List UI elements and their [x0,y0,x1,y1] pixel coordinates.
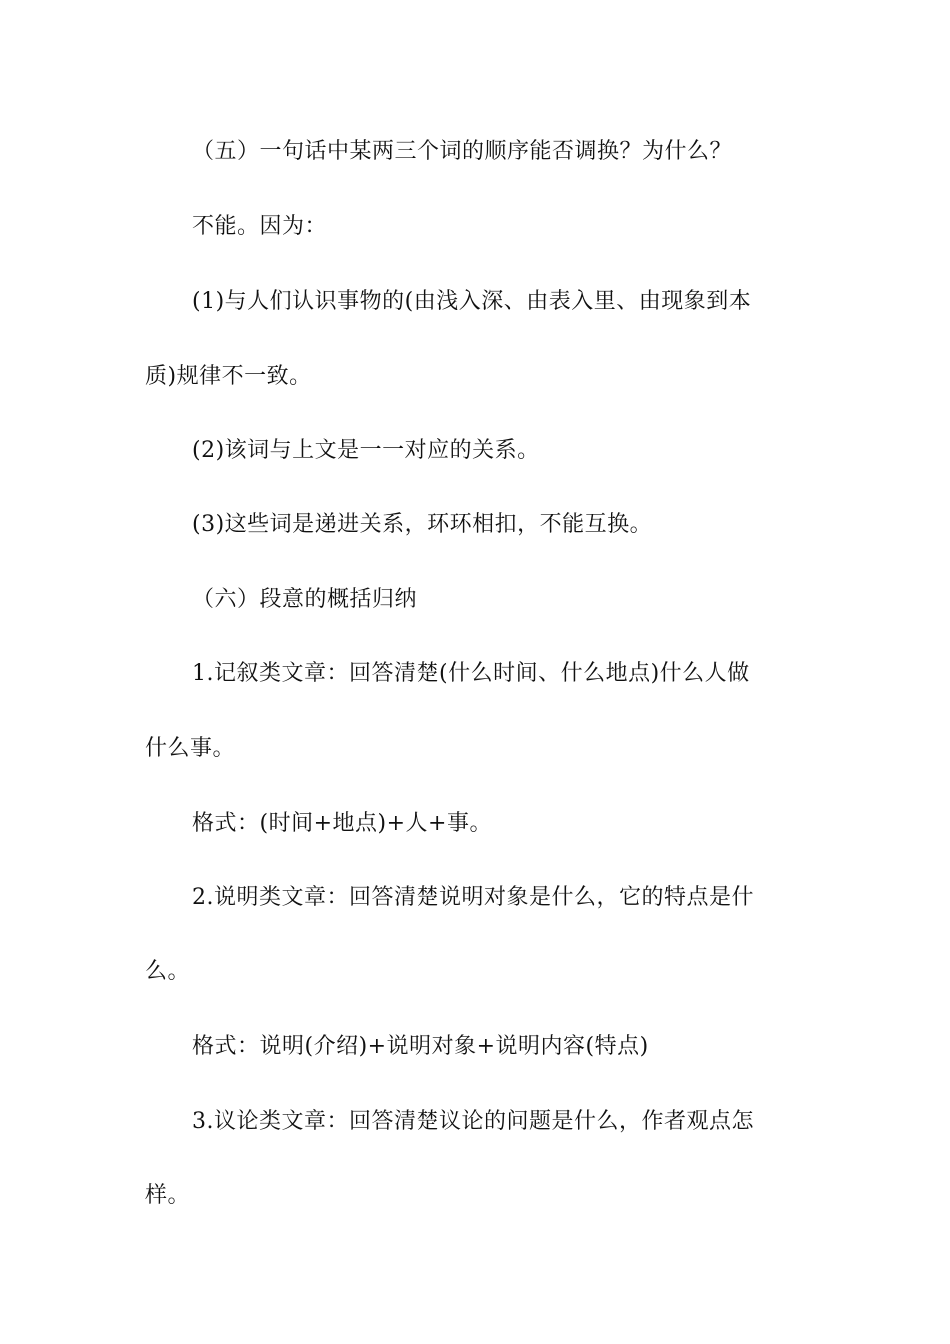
item-2-line-2: 么。 [145,959,191,984]
reason-1-line-2: 质)规律不一致。 [145,364,312,389]
item-1-line-2: 什么事。 [145,736,236,761]
item-2-line-1: 2.说明类文章：回答清楚说明对象是什么，它的特点是什 [192,885,754,910]
item-3-line-1: 3.议论类文章：回答清楚议论的问题是什么，作者观点怎 [192,1109,754,1134]
item-3-line-2: 样。 [145,1183,191,1208]
answer-intro: 不能。因为： [192,214,328,239]
item-2-format: 格式：说明(介绍)+说明对象+说明内容(特点) [192,1034,649,1059]
reason-3: (3)这些词是递进关系，环环相扣，不能互换。 [192,512,653,537]
section-heading-six: （六）段意的概括归纳 [192,587,418,612]
item-1-format: 格式：(时间+地点)+人+事。 [192,811,492,836]
section-heading-five: （五）一句话中某两三个词的顺序能否调换？为什么？ [192,139,733,164]
reason-2: (2)该词与上文是一一对应的关系。 [192,438,540,463]
reason-1-line-1: (1)与人们认识事物的(由浅入深、由表入里、由现象到本 [192,289,752,314]
item-1-line-1: 1.记叙类文章：回答清楚(什么时间、什么地点)什么人做 [192,661,750,686]
